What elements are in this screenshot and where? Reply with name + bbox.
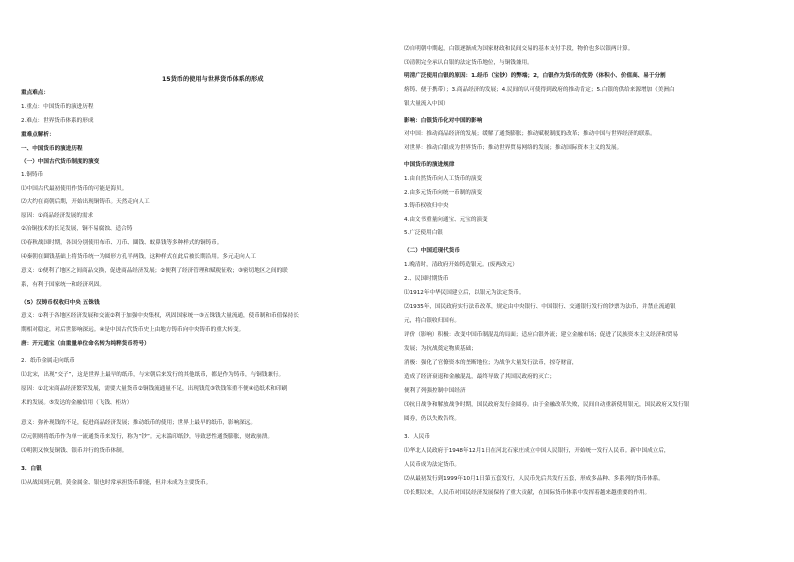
left-text-line: 原因：①北宋商品经济繁荣发展，需要大量货币②铜钱流通量不足，出现钱荒③铁钱笨重不便④造纸术和印刷 <box>21 386 288 392</box>
left-text-line: （一）中国古代货币制度的演变 <box>21 159 100 165</box>
left-text-line: 2.难点：世界货币体系的形成 <box>21 118 94 124</box>
left-text-line: 15货币的使用与世界货币体系的形成 <box>162 76 264 83</box>
right-text-line: 4.由文书重量向通宝、元宝的演变 <box>404 217 488 223</box>
right-text-line: 消极：强化了官僚资本的垄断地位；为战争大量发行法币，掠夺财富， <box>404 360 578 366</box>
left-text-line: 意义：弥补现钱的不足，促进商品经济发展；推动纸币的使用；世界上最早的纸币，影响深远。 <box>21 420 256 426</box>
left-text-line: ⑴从战国到元朝，黄金属金、银也时常承担货币职能，但并未成为主要货币。 <box>21 480 212 486</box>
left-text-line: 术的发展。⑤发达的金融信用（飞钱、柜坊） <box>21 400 133 406</box>
right-text-line: 发展；为抗战奠定物质基础； <box>404 346 477 352</box>
right-text-line: 2.由多元货币向统一币制的演变 <box>404 190 483 196</box>
right-text-line: ⑴华北人民政府于1948年12月1日在河北石家庄成立中国人民银行，开始统一发行人民币。新中国成立后， <box>404 448 670 454</box>
right-text-line: 元，将白银收归国有。 <box>404 318 460 324</box>
right-text-line: ⑶抗日战争和解放战争时期，国民政府发行金圆券。由于金融改革失败，民间自动重新使用银元，国民政府又发行银 <box>404 402 690 408</box>
left-text-line: ⑵元朝则将纸币作为单一流通货币来发行，称为“钞”。元末滥印纸钞，导致恶性通货膨胀，财政崩溃。 <box>21 434 273 440</box>
right-text-line: 银大量流入中国） <box>404 101 449 107</box>
left-text-line: ⑵大约在商朝后期，开始出现铜铸币。天然走向人工 <box>21 199 150 205</box>
left-text-line: ⑴北宋，出现“交子”，这是世界上最早的纸币，与宋朝后来发行的其他纸币，都是作为铸币，与铜钱兼行。 <box>21 372 285 378</box>
left-text-line: 重点难点： <box>21 90 49 96</box>
right-text-line: 影响：白银货币化对中国的影响 <box>404 118 483 124</box>
right-text-line: 1.由自然货币向人工货币的演变 <box>404 176 483 182</box>
right-text-line: 中国货币的演进规律 <box>404 162 455 168</box>
right-text-line: 人民币成为法定货币。 <box>404 462 460 468</box>
left-text-line: 3．白银 <box>21 466 42 472</box>
left-text-line: 意义：①便利了地区之间商品交换，促进商品经济发展；②便利了经济管理和赋税征收；③密切地区之间的联 <box>21 268 288 274</box>
left-text-line: 1.铜铸币 <box>21 172 44 178</box>
right-text-line: 熔铸、便于携带）；3.商品经济的发展；4.民间的认可使得到政府的推动肯定；5.白银的供给来源增加（美洲白 <box>404 87 675 93</box>
left-text-line: ⑷秦朝在圜钱基础上将货币统一为圆形方孔半两钱，这种样式在此后被长期沿用。多元走向人工 <box>21 254 256 260</box>
left-text-line: ⑴中国古代最初使用作货币的可能是海贝。 <box>21 186 128 192</box>
right-text-line: 3.铸币权收归中央 <box>404 203 449 209</box>
right-text-line: ⑵从最初发行到1999年10月1日第五套发行，人民币先后共发行五套，形成多品种、多系列的货币体系。 <box>404 476 664 482</box>
left-text-line: ⑶春秋战国时期，各国分别使用布币、刀币、圜钱、蚁鼻钱等多种样式的铜铸币。 <box>21 240 223 246</box>
right-text-line: ⑶清朝完全承认白银的法定货币地位，与铜钱兼用。 <box>404 60 533 66</box>
right-text-line: 圆券，仍以失败告终。 <box>404 416 460 422</box>
left-text-line: 原因：①商品经济发展的需求 <box>21 213 94 219</box>
left-text-line: 1.重点：中国货币的演进历程 <box>21 104 94 110</box>
right-text-line: 对世界：推动白银成为世界货币；推动世界贸易网络的发展；推动国际资本主义的发展。 <box>404 145 623 151</box>
right-text-line: ⑶长期以来，人民币对国民经济发展保持了重大贡献，在国际货币体系中发挥着越来越重要的作用。 <box>404 490 651 496</box>
right-text-line: 5.广泛使用白银 <box>404 230 443 236</box>
right-text-line: ⑵1935年，国民政府实行法币改革，规定由中央银行、中国银行、交通银行发行的钞票为法币，并禁止流通银 <box>404 304 676 310</box>
left-text-line: 意义：①利于各地区经济发展和交流②利于加强中央集权，巩固国家统一③五铢钱大量流通，使币制和币值保持长 <box>21 313 299 319</box>
right-text-line: （二）中国近现代货币 <box>404 248 460 254</box>
left-text-line: ②冶铜技术的长足发展，铜不易腐蚀、适合铸 <box>21 226 133 232</box>
left-text-line: 期相对稳定，对后世影响深远。④是中国古代货币史上由地方铸币向中央铸币的重大转变。 <box>21 327 245 333</box>
left-text-line: 系，有利于国家统一和经济巩固。 <box>21 282 105 288</box>
right-text-line: 对中国：推动商品经济的发展；缓解了通货膨胀；推动赋税制度的改革；推动中国与世界经济的联系。 <box>404 131 656 137</box>
left-text-line: （5）汉铸币权收归中央 五铢钱 <box>21 300 100 306</box>
left-text-line: 唐：开元通宝（由重量单位命名转为纯粹货币符号） <box>21 341 150 347</box>
left-text-line: 重难点解析： <box>21 132 55 138</box>
left-text-line: 2．纸币金属走向纸币 <box>21 358 75 364</box>
left-text-line: ⑶明朝又恢复铜钱、银币并行的货币体制。 <box>21 448 128 454</box>
right-text-line: 造成了经济衰退和金融混乱，最终导致了其国民政府的灭亡； <box>404 374 556 380</box>
right-text-line: 2.、民国时期货币 <box>404 276 449 282</box>
right-text-line: 3．人民币 <box>404 434 430 440</box>
right-text-line: 1.晚清时，清政府开始铸造银元。(废两改元） <box>404 262 518 268</box>
right-text-line: 评价（影响）积极：改变中国币制混乱的局面；适应白银外流；建立金融市场；促进了民族资本主义经济和贸易 <box>404 332 679 338</box>
left-text-line: 一、中国货币的演进历程 <box>21 146 83 152</box>
right-text-line: 便利了列强控制中国经济 <box>404 388 466 394</box>
right-text-line: ⑵自明朝中期起，白银逐渐成为国家财政和民间交易的基本支付手段，物价也多以银两计算。 <box>404 46 634 52</box>
right-text-line: ⑴1912年中华民国建立后，以银元为法定货币。 <box>404 290 525 296</box>
right-text-line: 明清广泛使用白银的原因：1.经币（宝钞）的弊端；2，白银作为货币的优势（体积小、价值高、易于分割 <box>404 73 666 79</box>
